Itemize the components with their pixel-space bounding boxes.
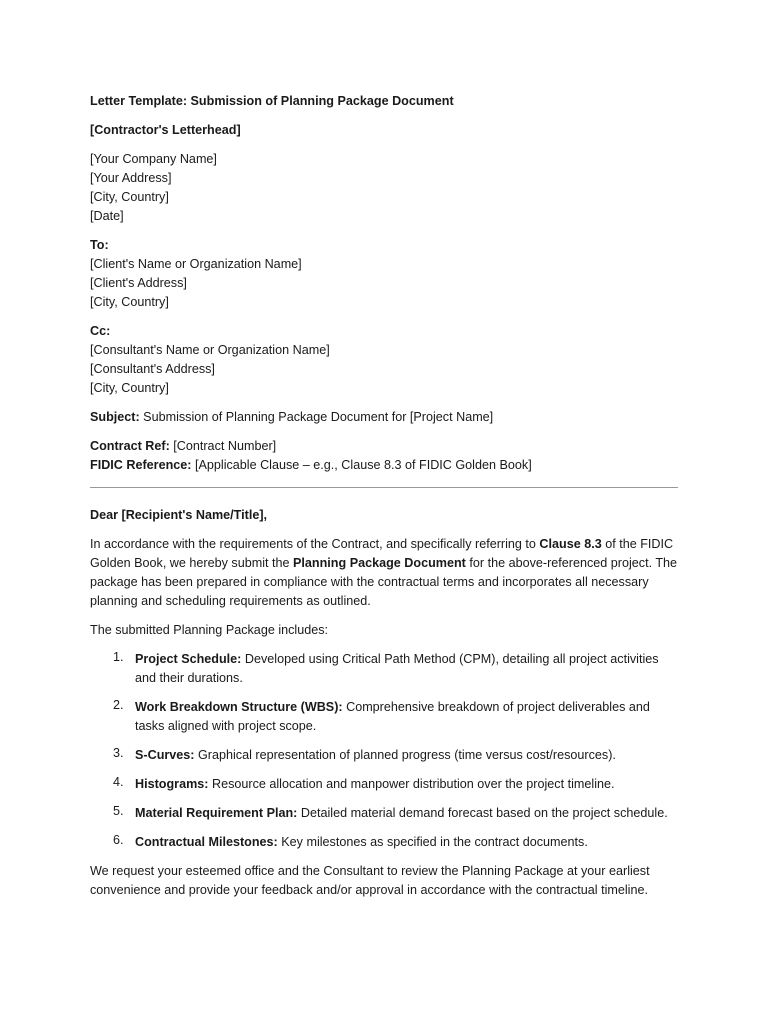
para1-text: planning and scheduling requirements as outlined.	[90, 594, 371, 608]
cc-block	[90, 322, 680, 398]
body-paragraph-1	[90, 535, 680, 611]
fidic-ref-line	[90, 456, 680, 475]
item-number: 1.	[113, 650, 124, 664]
para1-text: In accordance with the requirements of the Contract, and specifically referring to	[90, 537, 540, 551]
to-label: To:	[90, 238, 109, 252]
package-items-list	[90, 650, 680, 852]
item-number: 2.	[113, 698, 124, 712]
list-item	[90, 746, 680, 765]
item-label: Contractual Milestones:	[135, 835, 278, 849]
letterhead-placeholder: [Contractor's Letterhead]	[90, 123, 241, 137]
item-text: Developed using Critical Path Method (CPM), detailing all project activities and their durations.	[135, 652, 659, 685]
subject-value: Submission of Planning Package Document for [Project Name]	[139, 410, 494, 424]
cc-label: Cc:	[90, 324, 111, 338]
package-intro: The submitted Planning Package includes:	[90, 623, 329, 637]
list-item	[90, 650, 680, 688]
item-number: 4.	[113, 775, 124, 789]
recipient-city: [City, Country]	[90, 295, 169, 309]
clause-ref: Clause 8.3	[539, 537, 602, 551]
para1-text: package has been prepared in compliance with the contractual terms and incorporates all necessary	[90, 575, 649, 589]
cc-city: [City, Country]	[90, 381, 169, 395]
subject-label: Subject:	[90, 410, 140, 424]
cc-address: [Consultant's Address]	[90, 362, 215, 376]
item-text: Comprehensive breakdown of project deliverables and tasks aligned with project scope.	[135, 700, 650, 733]
para1-text: for the above-referenced project. The	[465, 556, 678, 570]
item-number: 6.	[113, 833, 124, 847]
list-item	[90, 698, 680, 736]
list-item	[90, 833, 680, 852]
item-text: Detailed material demand forecast based on the project schedule.	[297, 806, 668, 820]
letter-document	[90, 92, 680, 900]
item-label: Project Schedule:	[135, 652, 242, 666]
package-name: Planning Package Document	[293, 556, 466, 570]
item-label: Material Requirement Plan:	[135, 806, 298, 820]
para1-text: of the FIDIC	[601, 537, 674, 551]
document-title: Letter Template: Submission of Planning Package Document	[90, 94, 454, 108]
recipient-name: [Client's Name or Organization Name]	[90, 257, 302, 271]
item-text: Key milestones as specified in the contract documents.	[277, 835, 588, 849]
recipient-address: [Client's Address]	[90, 276, 187, 290]
subject-line	[90, 408, 680, 427]
sender-city: [City, Country]	[90, 190, 169, 204]
contract-ref-label: Contract Ref:	[90, 439, 170, 453]
item-number: 5.	[113, 804, 124, 818]
para1-text: Golden Book, we hereby submit the	[90, 556, 294, 570]
sender-date: [Date]	[90, 209, 124, 223]
list-item	[90, 804, 680, 823]
item-label: Histograms:	[135, 777, 209, 791]
salutation: Dear [Recipient's Name/Title],	[90, 508, 268, 522]
closing-text: We request your esteemed office and the Consultant to review the Planning Package at your earliest	[90, 864, 650, 878]
item-text: Graphical representation of planned progress (time versus cost/resources).	[194, 748, 616, 762]
item-text: Resource allocation and manpower distribution over the project timeline.	[208, 777, 615, 791]
item-label: Work Breakdown Structure (WBS):	[135, 700, 343, 714]
contract-ref-line	[90, 437, 680, 456]
recipient-block	[90, 236, 680, 312]
sender-address: [Your Address]	[90, 171, 172, 185]
sender-company: [Your Company Name]	[90, 152, 217, 166]
sender-block	[90, 150, 680, 226]
fidic-ref-label: FIDIC Reference:	[90, 458, 192, 472]
closing-paragraph	[90, 862, 680, 900]
fidic-ref-value: [Applicable Clause – e.g., Clause 8.3 of FIDIC Golden Book]	[191, 458, 532, 472]
item-label: S-Curves:	[135, 748, 195, 762]
contract-ref-value: [Contract Number]	[169, 439, 277, 453]
list-item	[90, 775, 680, 794]
closing-text: convenience and provide your feedback and/or approval in accordance with the contractual timeline.	[90, 883, 648, 897]
divider	[90, 487, 678, 488]
item-number: 3.	[113, 746, 124, 760]
cc-name: [Consultant's Name or Organization Name]	[90, 343, 330, 357]
